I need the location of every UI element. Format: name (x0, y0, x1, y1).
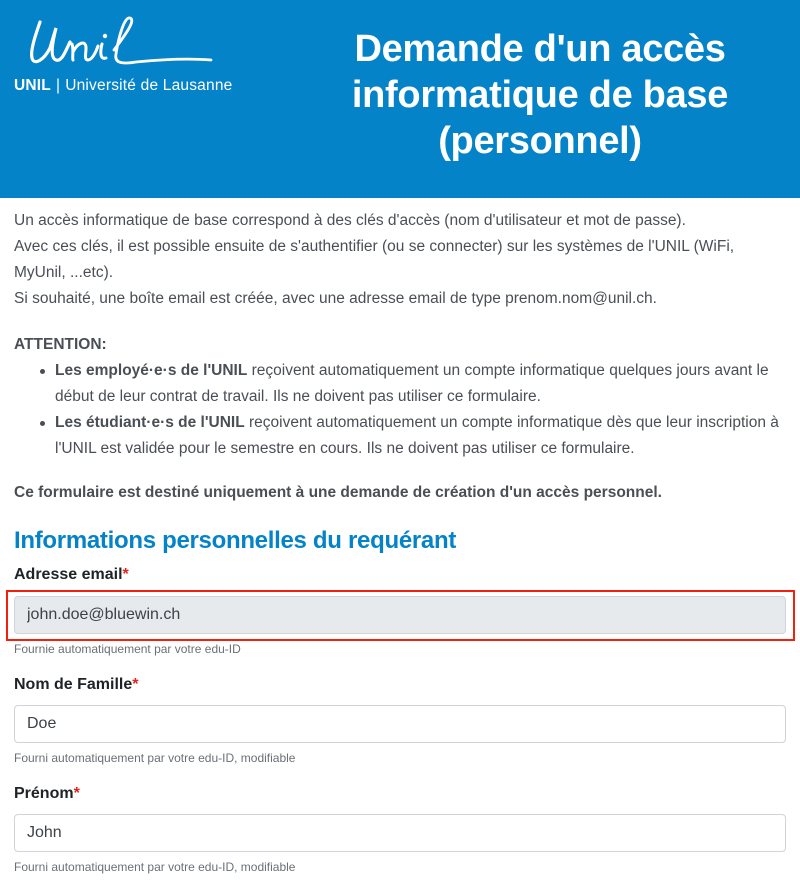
intro-line: Si souhaité, une boîte email est créée, avec une adresse email de type prenom.nom@unil.ch. (14, 290, 657, 307)
attention-item-students (40, 410, 790, 462)
intro-line: Avec ces clés, il est possible ensuite de s'authentifier (ou se connecter) sur les systèmes de l'UNIL (WiFi, MyUnil, ...etc). (14, 238, 735, 281)
section-title-personal-info: Informations personnelles du requérant (14, 527, 457, 554)
form-purpose-notice: Ce formulaire est destiné uniquement à une demande de création d'un accès personnel. (14, 484, 662, 501)
lastname-field[interactable] (14, 705, 786, 743)
attention-item-emphasis: Les étudiant·e·s de l'UNIL (55, 414, 245, 431)
required-asterisk: * (122, 566, 129, 583)
page-title: Demande d'un accès informatique de base (personnel) (351, 28, 729, 162)
required-asterisk: * (73, 785, 80, 802)
logo-university-name: Université de Lausanne (65, 77, 233, 94)
page-header (0, 0, 800, 198)
email-help-text: Fournie automatiquement par votre edu-ID (14, 642, 241, 656)
lastname-help-text: Fourni automatiquement par votre edu-ID, modifiable (14, 751, 296, 765)
logo-separator: | (55, 77, 61, 94)
attention-item-text: reçoivent automatiquement un compte informatique dès que leur inscription à l'UNIL est validée pour le semestre en cours. Ils ne doivent pas utiliser ce formulaire. (55, 414, 779, 457)
intro-content (14, 208, 790, 506)
attention-list (40, 358, 790, 462)
lastname-label (14, 676, 138, 694)
required-asterisk: * (132, 676, 139, 693)
attention-item-employees (40, 358, 790, 410)
lastname-label-text: Nom de Famille (14, 676, 133, 693)
email-field[interactable] (14, 596, 786, 634)
unil-script-logo-icon (26, 14, 216, 76)
unil-logo[interactable] (14, 14, 254, 104)
intro-text (14, 208, 790, 312)
email-label (14, 566, 129, 584)
attention-heading: ATTENTION: (14, 336, 107, 353)
firstname-label (14, 785, 80, 803)
attention-item-emphasis: Les employé·e·s de l'UNIL (55, 362, 248, 379)
email-label-text: Adresse email (14, 566, 123, 583)
firstname-field[interactable] (14, 814, 786, 852)
firstname-label-text: Prénom (14, 785, 74, 802)
logo-abbreviation: UNIL (14, 77, 51, 94)
firstname-help-text: Fourni automatiquement par votre edu-ID, modifiable (14, 860, 296, 874)
intro-line: Un accès informatique de base correspond à des clés d'accès (nom d'utilisateur et mot de passe). (14, 212, 686, 229)
logo-wordmark (14, 77, 232, 95)
attention-item-text: reçoivent automatiquement un compte informatique quelques jours avant le début de leur contrat de travail. Ils ne doivent pas utiliser ce formulaire. (55, 362, 769, 405)
